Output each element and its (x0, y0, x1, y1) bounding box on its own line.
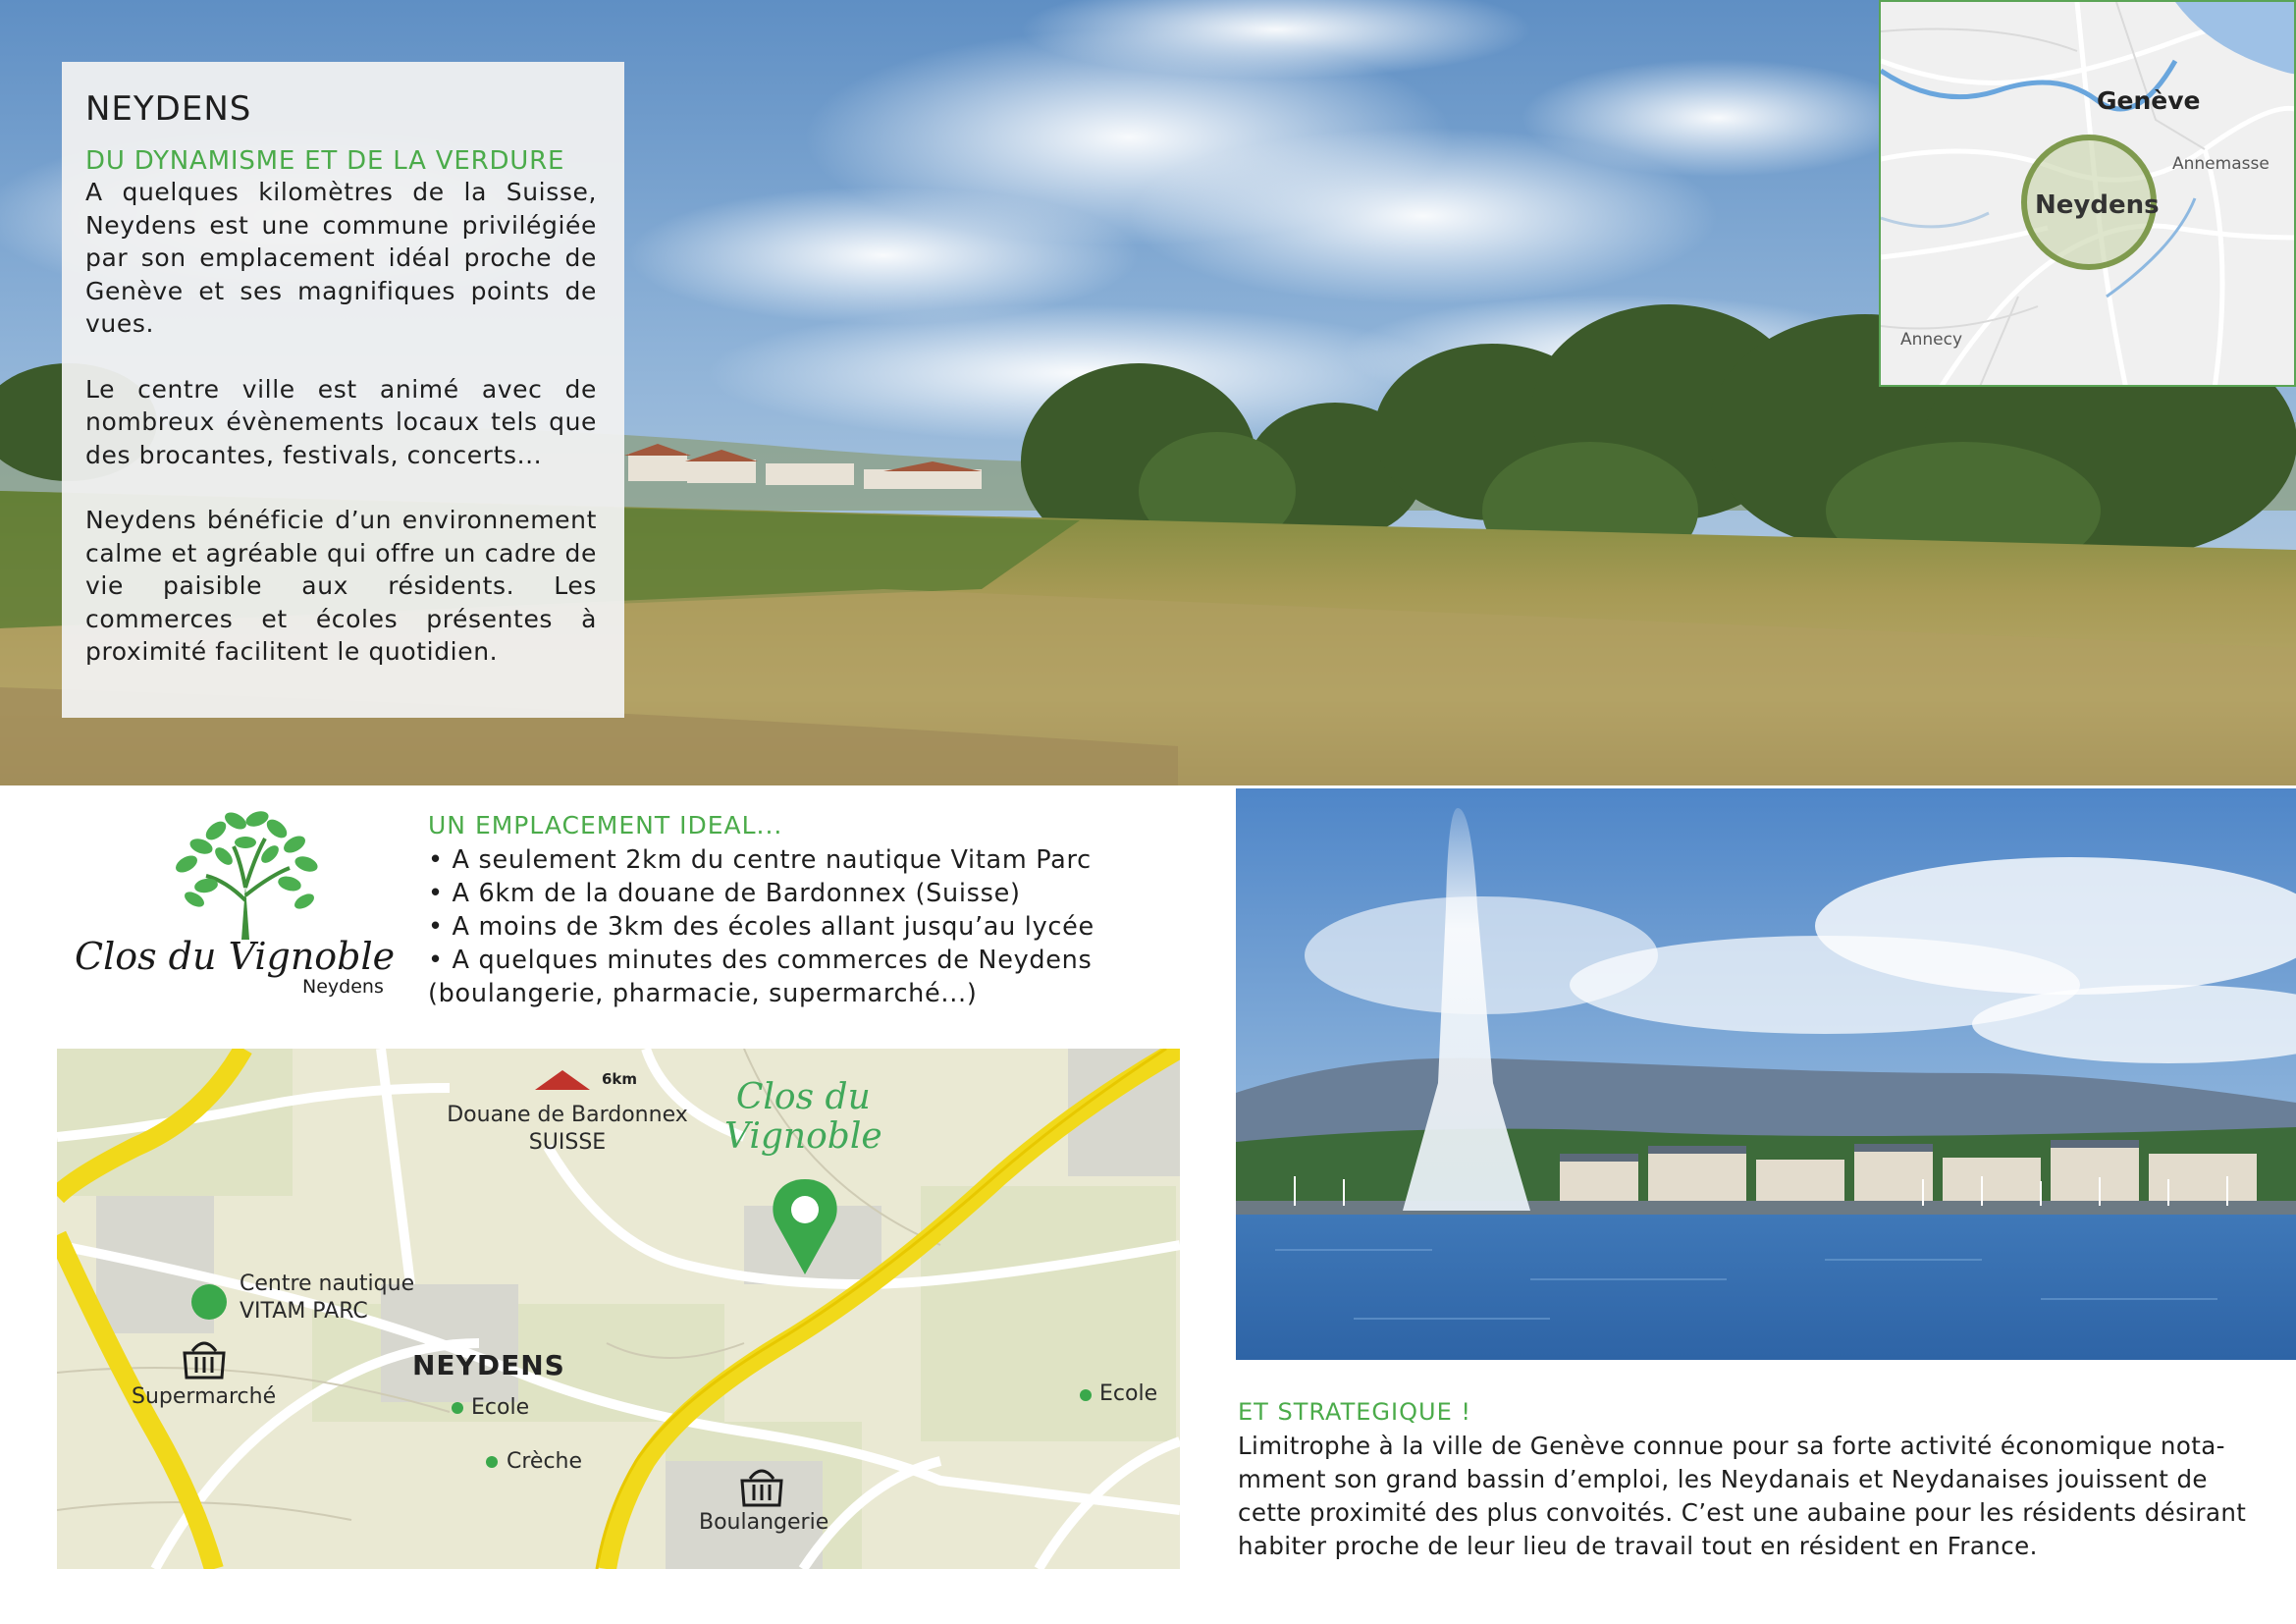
locator-label-annecy: Annecy (1900, 330, 1963, 350)
vitam-parc-line1: Centre nautique (240, 1272, 415, 1296)
locator-label-geneve: Genève (2097, 86, 2201, 115)
intro-paragraph: Le centre ville est animé avec de nombreux évènements locaux tels que des brocantes, festivals, concerts... (85, 374, 597, 469)
ecole-marker (1080, 1389, 1092, 1401)
ecole-marker (452, 1402, 463, 1414)
ecole-label: Ecole (471, 1395, 530, 1420)
douane-label (440, 1102, 695, 1157)
intro-paragraph: A quelques kilomètres de la Suisse, Neydens est une commune privilégiée par son emplacement idéal proche de Genève et ses magnifiques points de vues. (85, 178, 597, 338)
intro-subtitle: DU DYNAMISME ET DE LA VERDURE (85, 146, 565, 176)
creche-marker (486, 1456, 498, 1468)
hero-landscape-photo (0, 0, 2296, 785)
intro-text-box (62, 62, 624, 718)
vitam-parc-line2: VITAM PARC (240, 1299, 368, 1324)
boulangerie-label: Boulangerie (699, 1510, 829, 1535)
map-logo-line1: Clos du (735, 1077, 871, 1117)
strategique-section (1238, 1398, 2278, 1563)
list-item: • A quelques minutes des commerces de Neydens (428, 946, 1093, 975)
logo-subtitle: Neydens (302, 976, 384, 998)
emplacement-title: UN EMPLACEMENT IDEAL... (428, 811, 783, 839)
distance-label: 6km (602, 1070, 638, 1088)
tree-icon (147, 807, 344, 945)
map-logo-line2: Vignoble (724, 1116, 882, 1157)
list-item: • A 6km de la douane de Bardonnex (Suisse) (428, 879, 1021, 908)
strategique-line: Limitrophe à la ville de Genève connue pour sa forte activité économique nota- (1238, 1432, 2225, 1460)
strategique-line: habiter proche de leur lieu de travail tout en résident en France. (1238, 1532, 2038, 1560)
neydens-map-label: NEYDENS (412, 1349, 565, 1381)
area-map (57, 1049, 1180, 1569)
logo-name: Clos du Vignoble (75, 935, 396, 978)
intro-paragraph: Neydens bénéficie d’un environnement calme et agréable qui offre un cadre de vie paisible aux résidents. Les commerces et écoles présentes à proximité facilitent le quotidien. (85, 506, 597, 666)
geneva-jet-deau-photo (1236, 788, 2296, 1360)
clos-du-vignoble-map-label (724, 1078, 882, 1157)
clos-du-vignoble-logo (69, 807, 402, 1003)
douane-name: Douane de Bardonnex (447, 1103, 688, 1127)
douane-country: SUISSE (528, 1130, 607, 1155)
list-item: • A seulement 2km du centre nautique Vitam Parc (428, 845, 1092, 875)
strategique-line: mment son grand bassin d’emploi, les Neydanais et Neydanaises jouissent de (1238, 1465, 2208, 1493)
strategique-title: ET STRATEGIQUE ! (1238, 1398, 1471, 1426)
ecole-label: Ecole (1099, 1381, 1158, 1406)
supermarche-label: Supermarché (132, 1384, 277, 1409)
strategique-line: cette proximité des plus convoités. C’est une aubaine pour les résidents désirant (1238, 1498, 2247, 1527)
emplacement-section (428, 811, 1194, 1010)
vitam-parc-label (240, 1271, 414, 1326)
list-item: (boulangerie, pharmacie, supermarché...) (428, 979, 978, 1008)
creche-label: Crèche (507, 1449, 583, 1474)
emplacement-list (428, 843, 1194, 1010)
list-item: • A moins de 3km des écoles allant jusqu’au lycée (428, 912, 1095, 942)
locator-map (1879, 0, 2296, 387)
page-title: NEYDENS (85, 89, 252, 129)
locator-label-neydens: Neydens (2035, 190, 2160, 220)
vitam-parc-marker (191, 1284, 227, 1320)
locator-label-annemasse: Annemasse (2172, 154, 2269, 174)
